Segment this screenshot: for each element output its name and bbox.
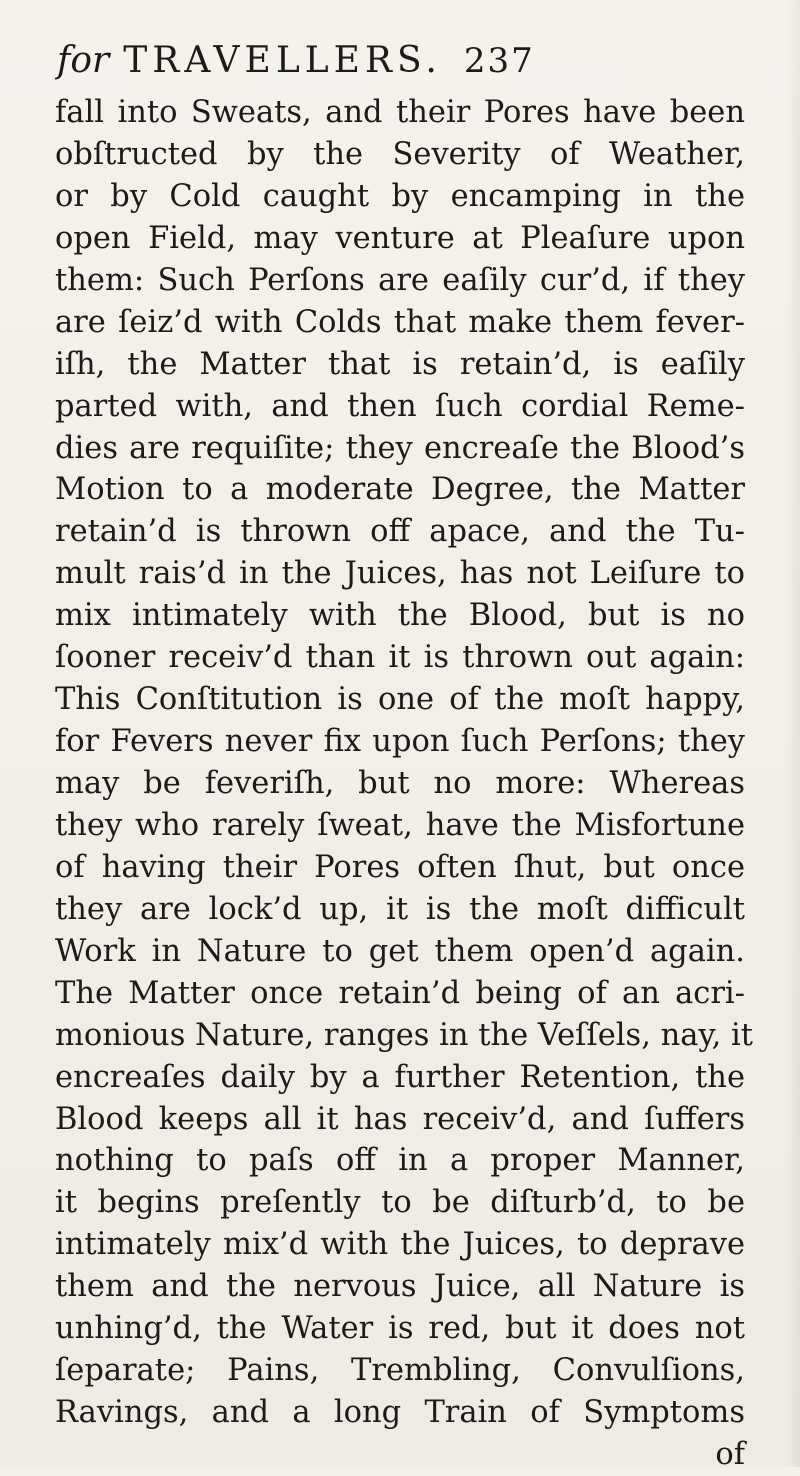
text-line: for Fevers never fix upon ſuch Perſons; they: [55, 724, 745, 760]
text-line: This Conſtitution is one of the moſt happy,: [55, 682, 745, 718]
text-line: Work in Nature to get them open’d again.: [55, 933, 745, 969]
text-line: Motion to a moderate Degree, the Matter: [55, 472, 745, 508]
text-line: monious Nature, ranges in the Veſſels, nay, it: [55, 1017, 754, 1053]
text-line: they are lock’d up, it is the moſt difficult: [55, 891, 745, 927]
running-header: [57, 40, 737, 90]
text-line: Ravings, and a long Train of Symptoms: [55, 1395, 745, 1431]
page-edge-shadow: [786, 0, 800, 1467]
text-line: of having their Pores often ſhut, but once: [55, 849, 745, 885]
text-line: encreaſes daily by a further Retention, the: [55, 1059, 745, 1095]
text-line: nothing to paſs off in a proper Manner,: [55, 1143, 745, 1179]
text-line: are ſeiz’d with Colds that make them fever-: [55, 304, 745, 340]
text-line: mult rais’d in the Juices, has not Leiſure to: [55, 556, 745, 592]
text-line: it begins preſently to be diſturb’d, to be: [55, 1185, 745, 1221]
text-line: ſooner receiv’d than it is thrown out again:: [55, 640, 745, 676]
text-line: The Matter once retain’d being of an acri-: [55, 975, 745, 1011]
text-line: mix intimately with the Blood, but is no: [55, 598, 745, 634]
text-line: parted with, and then ſuch cordial Reme-: [55, 388, 745, 424]
page-number: 237: [463, 41, 535, 81]
text-line: retain’d is thrown off apace, and the Tu-: [55, 514, 745, 550]
body-text: [55, 92, 754, 1476]
running-header-for: for: [57, 40, 110, 81]
text-line: or by Cold caught by encamping in the: [55, 178, 745, 214]
text-line: fall into Sweats, and their Pores have been: [55, 95, 745, 130]
text-line: intimately mix’d with the Juices, to deprave: [55, 1227, 745, 1263]
text-line: may be feveriſh, but no more: Whereas: [55, 766, 745, 801]
text-line: dies are requiſite; they encreaſe the Blood’s: [55, 430, 745, 466]
text-line: they who rarely ſweat, have the Misfortune: [55, 807, 745, 843]
text-line: them and the nervous Juice, all Nature is: [55, 1269, 745, 1305]
text-line: open Field, may venture at Pleaſure upon: [55, 220, 745, 256]
text-line: them: Such Perſons are eaſily cur’d, if they: [55, 262, 745, 298]
text-line: iſh, the Matter that is retain’d, is eaſily: [55, 346, 745, 382]
text-line: Blood keeps all it has receiv’d, and ſuffers: [55, 1101, 745, 1137]
text-line: unhing’d, the Water is red, but it does not: [55, 1311, 745, 1347]
text-line: obſtructed by the Severity of Weather,: [55, 136, 745, 172]
catchword: of: [715, 1437, 745, 1472]
text-line: ſeparate; Pains, Trembling, Convulſions,: [55, 1353, 745, 1389]
running-header-title: TRAVELLERS.: [123, 40, 442, 81]
